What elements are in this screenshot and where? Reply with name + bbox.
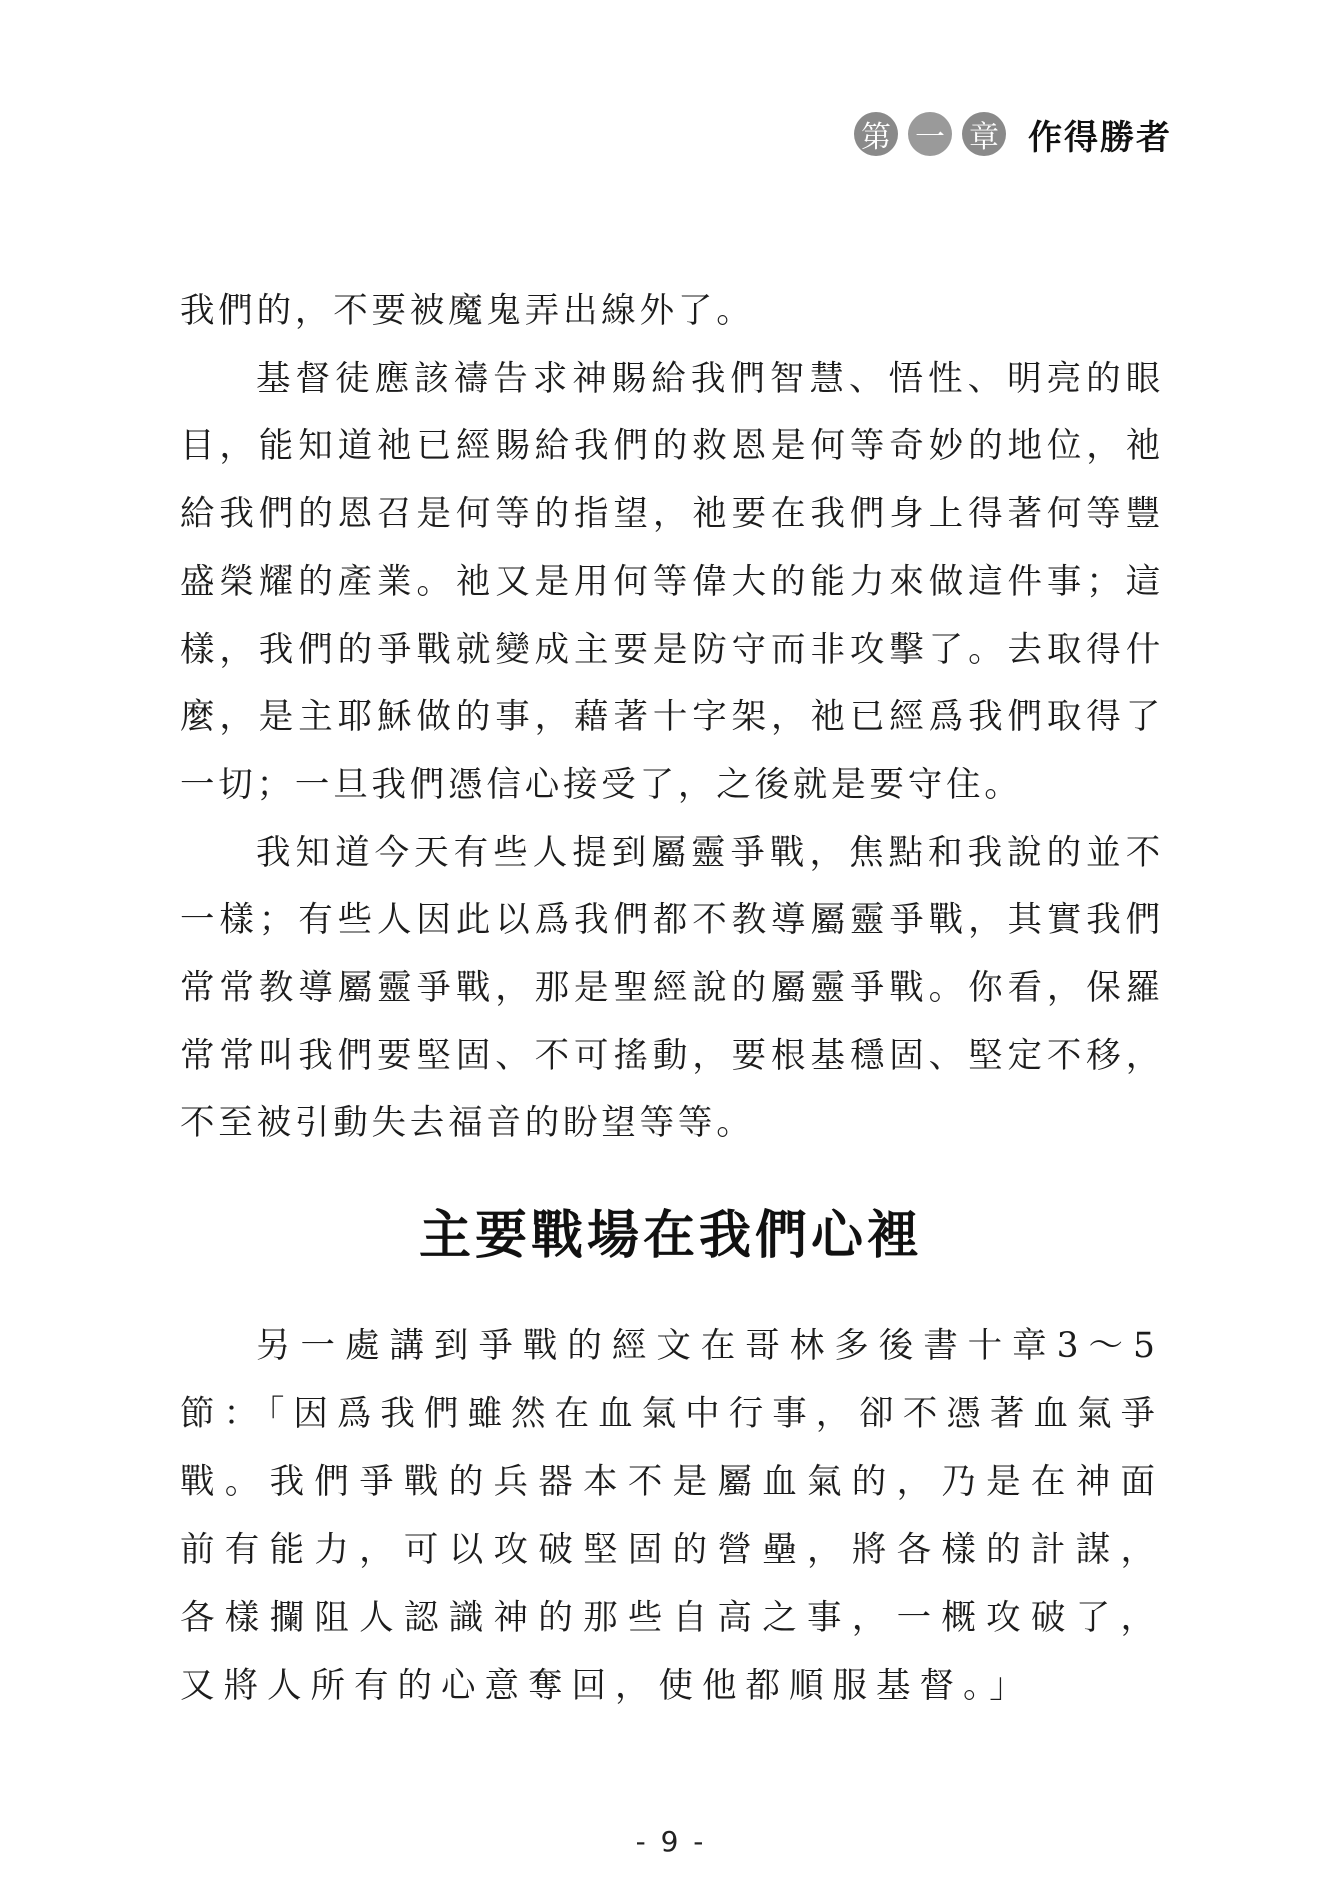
paragraph: 我知道今天有些人提到屬靈爭戰，焦點和我說的並不一樣；有些人因此以爲我們都不教導屬靈爭戰，其實我們常常教導屬靈爭戰，那是聖經說的屬靈爭戰。你看，保羅常常叫我們要堅固、不可搖動，要根基穩固、堅定不移，不至被引動失去福音的盼望等等。 — [180, 832, 1164, 1144]
paragraph: 基督徒應該禱告求神賜給我們智慧、悟性、明亮的眼目，能知道祂已經賜給我們的救恩是何等奇妙的地位，祂給我們的恩召是何等的指望，祂要在我們身上得著何等豐盛榮耀的產業。祂又是用何等偉大的能力來做這件事；這樣，我們的爭戰就變成主要是防守而非攻擊了。去取得什麼，是主耶穌做的事，藉著十字架，祂已經爲我們取得了一切；一旦我們憑信心接受了，之後就是要守住。 — [180, 358, 1164, 805]
quote-text: 「因爲我們雖然在血氣中行事，卻不憑著血氣爭戰。我們爭戰的兵器本不是屬血氣的，乃是在神面前有能力，可以攻破堅固的營壘，將各樣的計謀，各樣攔阻人認識神的那些自高之事，一概攻破了，又將人所有的心意奪回，使他都順服基督。」 — [180, 1394, 1165, 1706]
body-text-upper — [180, 278, 1164, 1158]
chapter-number-badge: 一 — [908, 112, 952, 156]
quote-intro: 另一處講到爭戰的經文在哥林多後書十章3～5節： — [180, 1326, 1164, 1434]
running-header — [854, 108, 1172, 160]
scripture-quote — [180, 1312, 1164, 1720]
section-heading: 主要戰場在我們心裡 — [418, 1206, 923, 1266]
chapter-title: 作得勝者 — [1028, 117, 1172, 158]
page-number: - 9 - — [635, 1825, 707, 1858]
paragraph-continuation: 我們的，不要被魔鬼弄出線外了。 — [180, 291, 755, 331]
chapter-suffix-badge: 章 — [962, 112, 1006, 156]
body-text-lower — [180, 1312, 1164, 1720]
chapter-prefix-badge: 第 — [854, 112, 898, 156]
